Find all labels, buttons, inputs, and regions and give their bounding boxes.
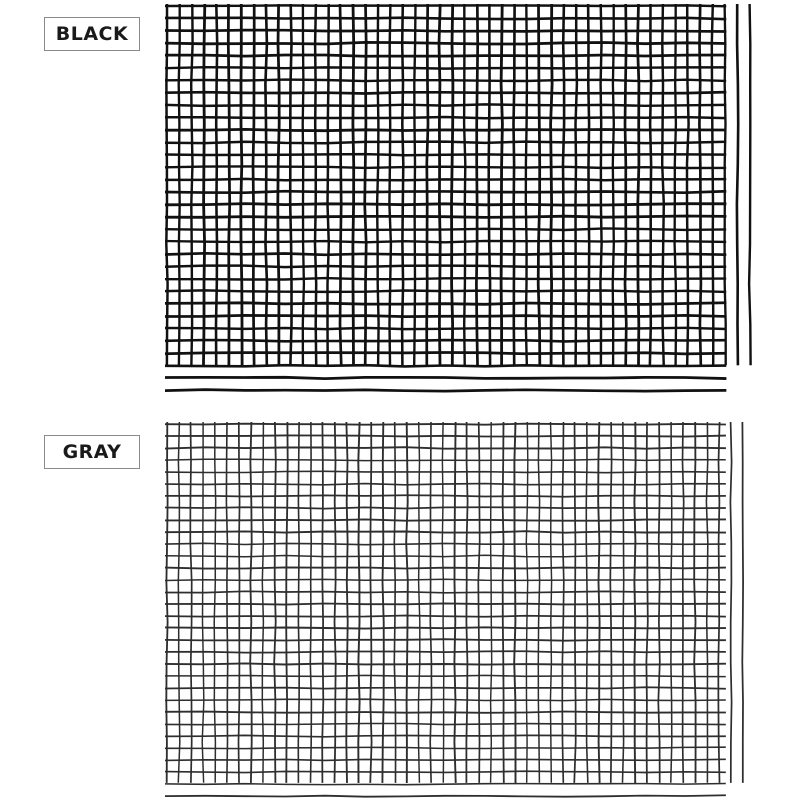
gray-label: GRAY [44,435,140,469]
gray-mesh-image [165,422,753,798]
gray-screen-sample [0,418,800,800]
black-mesh-image [165,4,753,398]
black-label: BLACK [44,17,140,51]
